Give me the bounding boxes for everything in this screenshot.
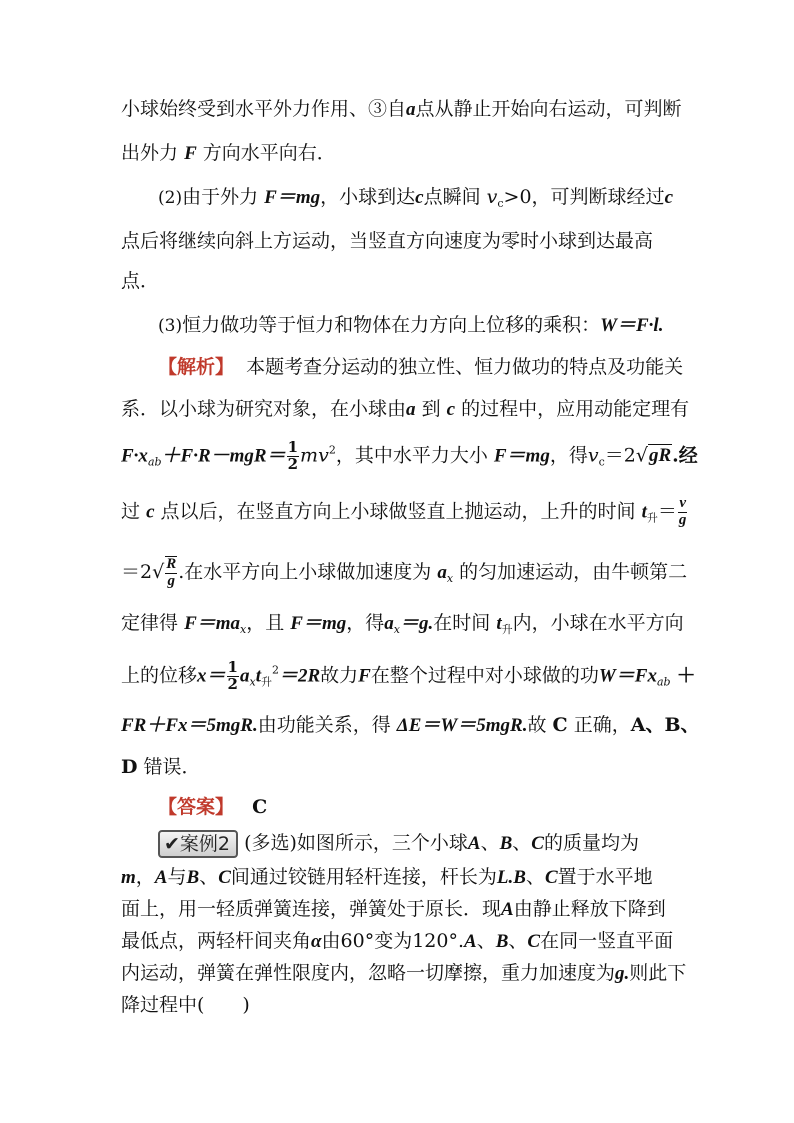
- p3-line1: (3)恒力做功等于恒力和物体在力方向上位移的乘积：W＝F·l.: [158, 314, 664, 336]
- answer-value: C: [252, 796, 268, 818]
- p1-line1: 小球始终受到水平外力作用、③自a点从静止开始向右运动，可判断: [121, 98, 682, 120]
- fraction-half: $\frac{1}{2}$: [287, 438, 299, 473]
- p2-line2: 点后将继续向斜上方运动，当竖直方向速度为零时小球到达最高: [121, 230, 654, 252]
- p2-line1: (2)由于外力 F＝mg，小球到达c点瞬间 $v_c>0$，可判断球经过c: [158, 186, 673, 210]
- case2-line4: 最低点，两轻杆间夹角α由60°变为120°.A、B、C在同一竖直平面: [121, 930, 674, 952]
- case2-line2: m，A与B、C间通过铰链用轻杆连接，杆长为L.B、C置于水平地: [121, 866, 653, 888]
- case-badge: ✔案例2: [158, 830, 238, 858]
- analysis-line3: $F\cdot x_{ab}+F\cdot R-mgR=$ $\frac{1}{2}$ $mv^2$，其中水平力大小 F＝mg，得$v_c=2√gR$.经: [121, 438, 698, 473]
- answer-line: [158, 796, 673, 819]
- analysis-line4: 过 c 点以后，在竖直方向上小球做竖直上抛运动，上升的时间 $t_升=$ $\frac{v}{g}$: [121, 495, 687, 528]
- case2-line3: 面上，用一轻质弹簧连接，弹簧处于原长．现A由静止释放下降到: [121, 898, 666, 920]
- p2-line3: 点．: [121, 270, 160, 292]
- case2-line6: 降过程中( ): [121, 994, 250, 1016]
- math-F: F: [184, 143, 197, 164]
- fraction-half-2: $\frac{1}{2}$: [227, 658, 238, 693]
- case2-line1: ✔案例2 (多选)如图所示，三个小球A、B、C的质量均为: [158, 830, 673, 858]
- fraction-v-over-g: $\frac{v}{g}$: [678, 495, 687, 528]
- case2-line5: 内运动，弹簧在弹性限度内，忽略一切摩擦，重力加速度为g.则此下: [121, 962, 687, 984]
- answer-tag: 【答案】: [158, 796, 235, 818]
- analysis-line5: ＝2√ $\frac{R}{g}$ .在水平方向上小球做加速度为 $a_x$ 的匀加速运动，由牛顿第二: [121, 556, 688, 589]
- fraction-R-over-g: $\frac{R}{g}$: [166, 556, 177, 589]
- checkmark-icon: ✔: [164, 833, 180, 855]
- sqrt-symbol: √: [152, 560, 165, 583]
- analysis-line8: FR＋Fx＝5mgR.由功能关系，得 ΔE＝W＝5mgR.故 C 正确，A、B、: [121, 714, 700, 736]
- analysis-line7: 上的位移x＝ $\frac{1}{2}$ $a_xt_升^2=2R$故力F在整个过程中对小球做的功$W=Fx_{ab}$ ＋: [121, 658, 696, 693]
- analysis-line1: 【解析】 本题考查分运动的独立性、恒力做功的特点及功能关: [158, 356, 684, 378]
- p1-line2: 出外力 F 方向水平向右．: [121, 142, 336, 164]
- analysis-line2: 系．以小球为研究对象，在小球由a 到 c 的过程中，应用动能定理有: [121, 398, 690, 420]
- analysis-line6: 定律得 $F=ma_x$，且 F＝mg，得$a_x=g$.在时间 $t_升$内，小球在水平方向: [121, 612, 684, 636]
- analysis-tag: 【解析】: [158, 356, 235, 378]
- math-a: a: [406, 99, 416, 120]
- analysis-line9: D 错误．: [121, 756, 201, 778]
- sqrt-symbol: √: [635, 444, 648, 467]
